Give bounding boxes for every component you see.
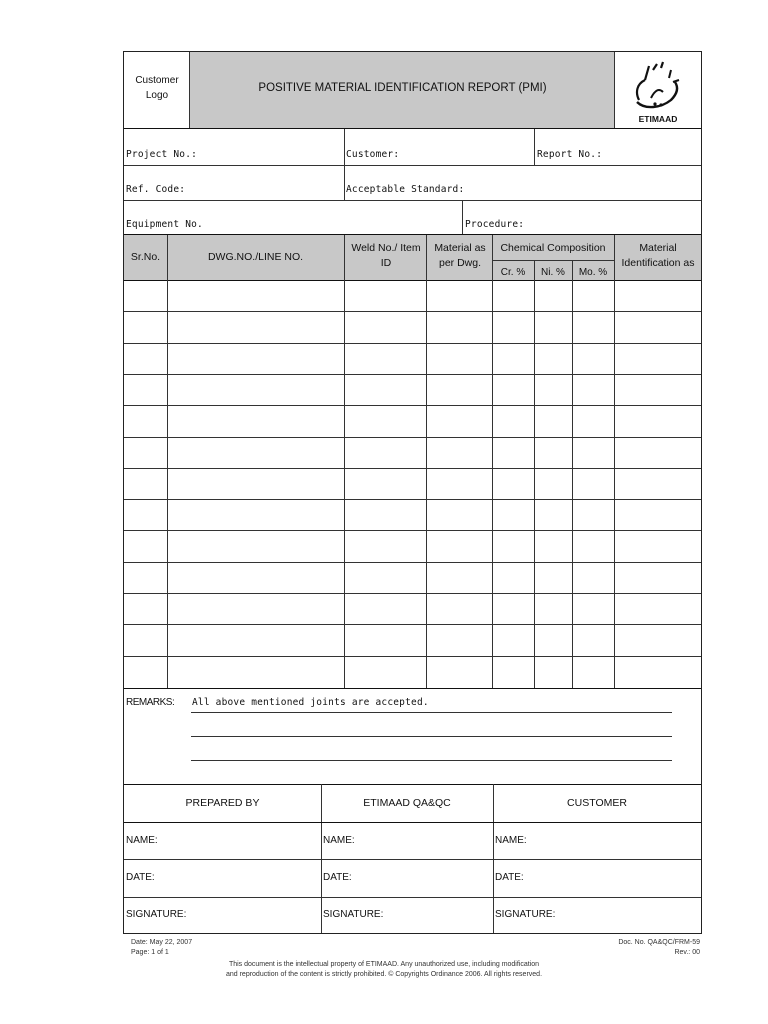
footer-rev: Rev.: 00 xyxy=(674,949,700,956)
customer-heading: CUSTOMER xyxy=(567,797,627,809)
prepared-by-heading: PREPARED BY xyxy=(185,797,260,809)
equipment-no-label: Equipment No. xyxy=(126,219,203,230)
col-header-weld: Weld No./ Item ID xyxy=(351,242,421,269)
customer-signature-label: SIGNATURE: xyxy=(495,909,556,920)
company-logo-text: ETIMAAD xyxy=(638,114,678,124)
ref-code-label: Ref. Code: xyxy=(126,184,186,195)
footer-page: Page: 1 of 1 xyxy=(131,949,169,956)
company-logo xyxy=(615,52,701,128)
col-header-mo: Mo. % xyxy=(578,267,608,278)
customer-logo-box xyxy=(124,52,190,128)
report-title-box xyxy=(190,52,615,128)
prepared-name-label: NAME: xyxy=(126,835,158,846)
etimaad-date-label: DATE: xyxy=(323,872,352,883)
etimaad-signature-label: SIGNATURE: xyxy=(323,909,384,920)
col-header-material: Material as per Dwg. xyxy=(434,242,486,269)
acceptable-standard-label: Acceptable Standard: xyxy=(346,184,465,195)
report-title: POSITIVE MATERIAL IDENTIFICATION REPORT (PMI) xyxy=(258,82,547,94)
col-header-sr: Sr.No. xyxy=(130,251,161,263)
report-no-label: Report No.: xyxy=(537,149,603,160)
footer-date: Date: May 22, 2007 xyxy=(131,939,193,946)
col-header-ni: Ni. % xyxy=(541,267,565,278)
customer-label: Customer: xyxy=(346,149,400,160)
col-header-dwg: DWG.NO./LINE NO. xyxy=(207,251,304,263)
remarks-line xyxy=(191,712,672,713)
etimaad-qaqc-heading: ETIMAAD QA&QC xyxy=(363,797,451,809)
customer-logo-placeholder: Customer Logo xyxy=(135,75,179,101)
customer-date-label: DATE: xyxy=(495,872,524,883)
prepared-date-label: DATE: xyxy=(126,872,155,883)
procedure-label: Procedure: xyxy=(465,219,525,230)
remarks-line xyxy=(191,736,672,737)
footer-doc-no: Doc. No. QA&QC/FRM-59 xyxy=(618,939,700,946)
project-no-label: Project No.: xyxy=(126,149,198,160)
col-header-cr: Cr. % xyxy=(500,267,526,278)
col-header-material-id: Material Identification as xyxy=(621,242,695,269)
pmi-report-form xyxy=(123,51,702,934)
remarks-text: All above mentioned joints are accepted. xyxy=(192,697,429,708)
footer-notice-line2: and reproduction of the content is strictly prohibited. © Copyrights Ordinance 2006. All rights reserved. xyxy=(225,971,543,978)
remarks-label: REMARKS: xyxy=(126,697,175,708)
col-header-chemical: Chemical Composition xyxy=(500,242,606,254)
footer-notice-line1: This document is the intellectual property of ETIMAAD. Any unauthorized use, including modification xyxy=(228,961,540,968)
remarks-line xyxy=(191,760,672,761)
prepared-signature-label: SIGNATURE: xyxy=(126,909,187,920)
customer-name-label: NAME: xyxy=(495,835,527,846)
etimaad-name-label: NAME: xyxy=(323,835,355,846)
